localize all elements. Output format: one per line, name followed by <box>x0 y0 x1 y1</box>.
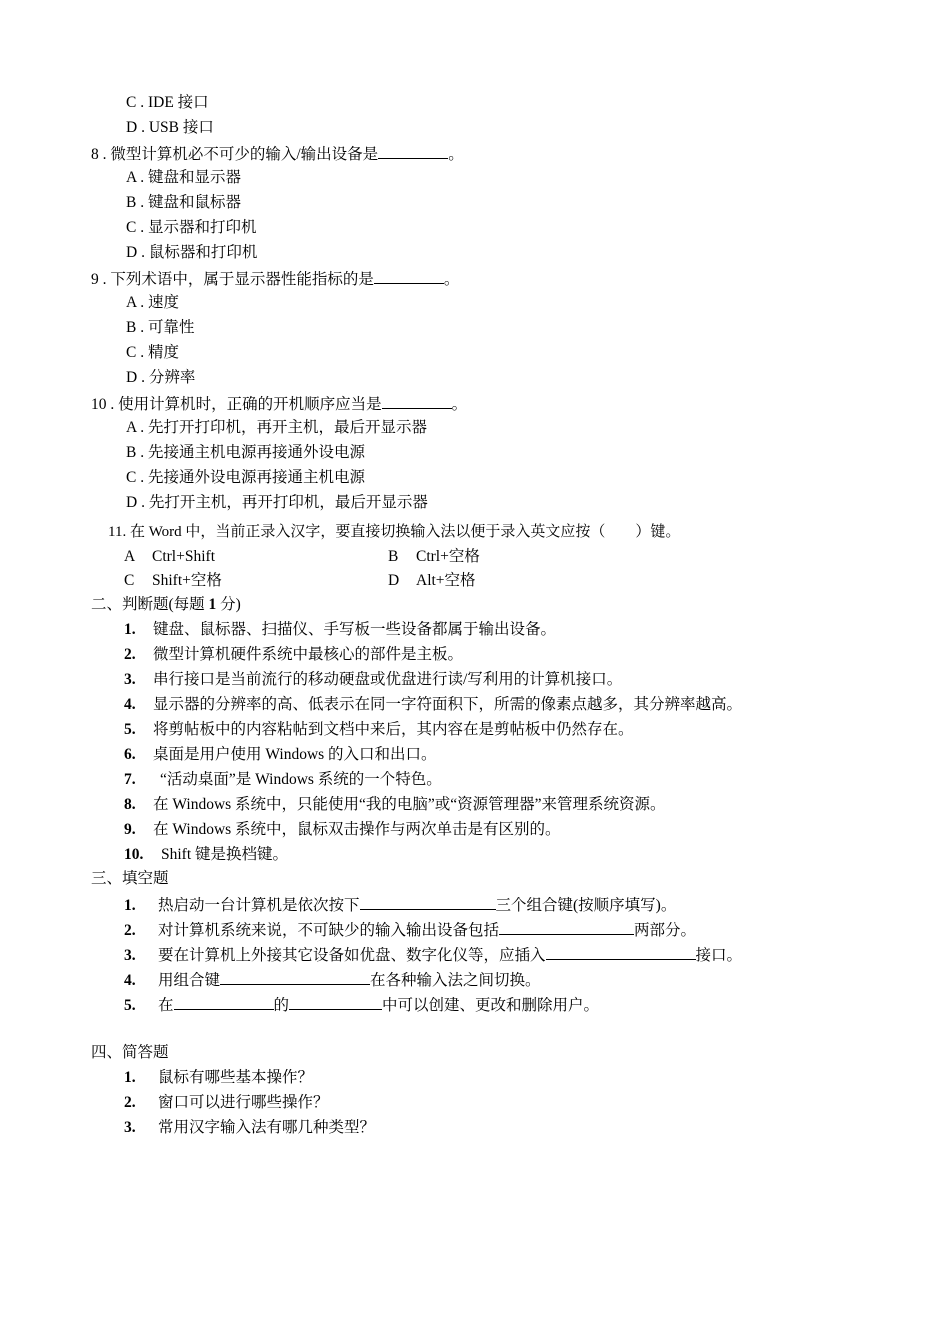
fill-blank <box>174 994 274 1010</box>
short-item <box>124 1118 375 1138</box>
fill-item-number: 4. <box>124 972 136 989</box>
judge-item <box>124 620 556 640</box>
q10-stem-text: 10 . 使用计算机时，正确的开机顺序应当是 <box>91 396 382 413</box>
q10-option-b: B . 先接通主机电源再接通外设电源 <box>126 444 365 461</box>
q11-option-c-text: Shift+空格 <box>152 572 222 589</box>
judge-item <box>124 670 622 690</box>
judge-item-text: 键盘、鼠标器、扫描仪、手写板一些设备都属于输出设备。 <box>153 621 557 638</box>
judge-item-number: 4. <box>124 696 136 713</box>
short-heading: 四、简答题 <box>91 1044 169 1061</box>
q8-option-c: C . 显示器和打印机 <box>126 219 257 236</box>
judge-item <box>124 720 634 740</box>
q10-blank <box>382 393 452 409</box>
q11-option-a-text: Ctrl+Shift <box>152 548 215 565</box>
fill-item-5 <box>124 994 599 1016</box>
judge-item-number: 6. <box>124 746 136 763</box>
judge-item-text: 串行接口是当前流行的移动硬盘或优盘进行读/写利用的计算机接口。 <box>153 671 623 688</box>
judge-item-number: 2. <box>124 646 136 663</box>
short-item-text: 常用汉字输入法有哪几种类型？ <box>158 1119 376 1136</box>
fill-item-3 <box>124 944 742 966</box>
fill-item-4 <box>124 969 541 991</box>
fill-blank <box>546 944 696 960</box>
q8-stem-end: 。 <box>448 146 464 163</box>
short-item-number: 1. <box>124 1069 136 1086</box>
fill-blank <box>220 969 370 985</box>
judge-item <box>124 745 437 765</box>
fill-item-number: 1. <box>124 897 136 914</box>
judge-item <box>124 795 666 815</box>
q9-option-d: D . 分辨率 <box>126 369 196 386</box>
judge-item <box>124 770 442 790</box>
fill-blank <box>360 894 496 910</box>
q9-option-a: A . 速度 <box>126 294 179 311</box>
q8-blank <box>378 143 448 159</box>
judge-item-text: 在 Windows 系统中，鼠标双击操作与两次单击是有区别的。 <box>153 821 561 838</box>
judge-heading-post: 分) <box>216 596 241 613</box>
judge-item-number: 1. <box>124 621 136 638</box>
fill-item-text-end: 两部分。 <box>634 922 697 939</box>
fill-item-text: 在 <box>158 997 174 1014</box>
short-item <box>124 1093 329 1113</box>
q11-stem: 11. 在 Word 中，当前正录入汉字，要直接切换输入法以便于录入英文应按（ ）键。 <box>108 524 681 540</box>
fill-item-number: 5. <box>124 997 136 1014</box>
q11-option-a <box>124 547 215 567</box>
q8-option-b: B . 键盘和鼠标器 <box>126 194 241 211</box>
short-item-text: 窗口可以进行哪些操作？ <box>158 1094 329 1111</box>
fill-item-number: 3. <box>124 947 136 964</box>
q10-stem-end: 。 <box>451 396 468 413</box>
q10-stem <box>91 393 467 415</box>
judge-item-number: 7. <box>124 771 136 788</box>
q10-option-a: A . 先打开打印机，再开主机，最后开显示器 <box>126 419 427 436</box>
q9-stem-text: 9 . 下列术语中，属于显示器性能指标的是 <box>91 271 374 288</box>
q8-option-a: A . 键盘和显示器 <box>126 169 241 186</box>
q7-option-d: D . USB 接口 <box>126 119 214 136</box>
fill-item-text: 用组合键 <box>158 972 221 989</box>
judge-item-text: Shift 键是换档键。 <box>161 846 289 863</box>
judge-item-text: 在 Windows 系统中，只能使用“我的电脑”或“资源管理器”来管理系统资源。 <box>153 796 666 813</box>
fill-blank <box>289 994 382 1010</box>
q9-stem-end: 。 <box>443 271 460 288</box>
fill-item-text: 对计算机系统来说，不可缺少的输入输出设备包括 <box>158 922 500 939</box>
judge-item-text: 将剪帖板中的内容粘帖到文档中来后，其内容在是剪帖板中仍然存在。 <box>153 721 634 738</box>
q10-option-d: D . 先打开主机，再开打印机，最后开显示器 <box>126 494 428 511</box>
judge-item <box>124 845 288 865</box>
judge-heading-points: 1 <box>208 596 217 613</box>
judge-item <box>124 645 463 665</box>
judge-item-number: 10. <box>124 846 144 863</box>
q11-option-b-text: Ctrl+空格 <box>416 548 480 565</box>
fill-item-text: 热启动一台计算机是依次按下 <box>158 897 360 914</box>
q11-option-d <box>388 571 476 591</box>
fill-item-text: 要在计算机上外接其它设备如优盘、数字化仪等，应插入 <box>158 947 546 964</box>
fill-item-1 <box>124 894 676 916</box>
short-item-number: 2. <box>124 1094 136 1111</box>
judge-item <box>124 820 561 840</box>
short-item <box>124 1068 313 1088</box>
q11-option-a-letter: A <box>124 548 136 565</box>
judge-item <box>124 695 742 715</box>
q11-option-d-text: Alt+空格 <box>416 572 476 589</box>
short-item-number: 3. <box>124 1119 136 1136</box>
judge-item-number: 8. <box>124 796 136 813</box>
judge-item-text: 微型计算机硬件系统中最核心的部件是主板。 <box>153 646 464 663</box>
judge-item-text: “活动桌面”是 Windows 系统的一个特色。 <box>160 771 442 788</box>
judge-heading-pre: 二、判断题(每题 <box>91 596 209 613</box>
judge-item-text: 桌面是用户使用 Windows 的入口和出口。 <box>153 746 437 763</box>
q11-option-d-letter: D <box>388 572 400 589</box>
q11-option-b <box>388 547 480 567</box>
judge-heading <box>91 595 241 615</box>
q9-stem <box>91 268 459 290</box>
q8-stem-text: 8 . 微型计算机必不可少的输入/输出设备是 <box>91 146 379 163</box>
q11-option-b-letter: B <box>388 548 399 565</box>
judge-item-number: 5. <box>124 721 136 738</box>
judge-item-number: 9. <box>124 821 136 838</box>
fill-item-text-mid: 的 <box>273 997 290 1014</box>
q9-blank <box>374 268 444 284</box>
q11-option-c <box>124 571 222 591</box>
short-item-text: 鼠标有哪些基本操作？ <box>158 1069 314 1086</box>
fill-item-text-end: 接口。 <box>695 947 743 964</box>
fill-heading: 三、填空题 <box>91 870 169 887</box>
judge-item-text: 显示器的分辨率的高、低表示在同一字符面积下，所需的像素点越多，其分辨率越高。 <box>153 696 743 713</box>
q8-stem <box>91 143 464 165</box>
q9-option-b: B . 可靠性 <box>126 319 195 336</box>
fill-item-number: 2. <box>124 922 136 939</box>
q11-option-c-letter: C <box>124 572 135 589</box>
judge-item-number: 3. <box>124 671 136 688</box>
fill-item-text-end: 在各种输入法之间切换。 <box>370 972 541 989</box>
fill-item-text-end: 三个组合键(按顺序填写)。 <box>495 897 677 914</box>
fill-item-2 <box>124 919 696 941</box>
q8-option-d: D . 鼠标器和打印机 <box>126 244 258 261</box>
q9-option-c: C . 精度 <box>126 344 179 361</box>
q10-option-c: C . 先接通外设电源再接通主机电源 <box>126 469 365 486</box>
q7-option-c: C . IDE 接口 <box>126 94 209 111</box>
fill-blank <box>499 919 634 935</box>
fill-item-text-end: 中可以创建、更改和删除用户。 <box>382 997 600 1014</box>
